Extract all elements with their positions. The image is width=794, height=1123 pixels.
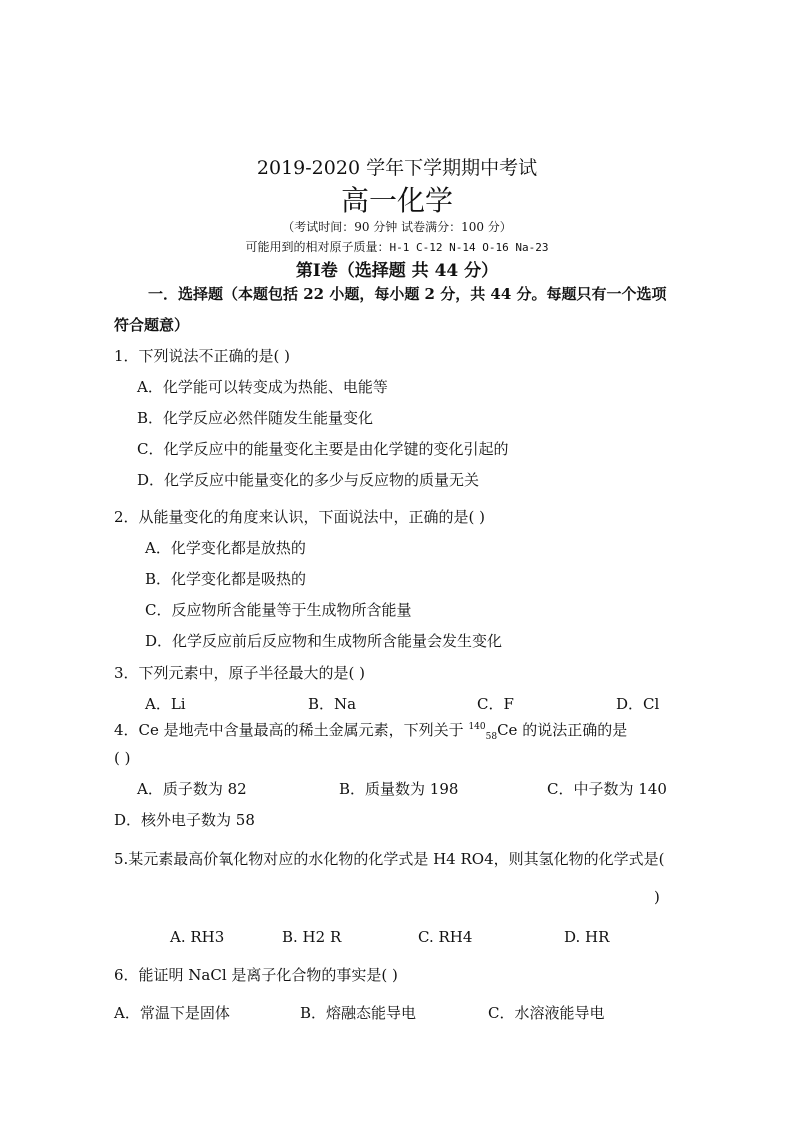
q4-mass-number: 140 [468,722,486,732]
q6-option-b: B．熔融态能导电 [300,1004,417,1022]
q2-option-d: D．化学反应前后反应物和生成物所含能量会发生变化 [145,632,503,650]
part-title: 第Ⅰ卷（选择题 共 44 分） [295,261,499,281]
question-1-stem: 1．下列说法不正确的是( ) [114,347,291,365]
atomic-masses-label: 可能用到的相对原子质量： [245,240,390,254]
q4-option-c: C．中子数为 140 [547,780,667,798]
q1-option-d: D．化学反应中能量变化的多少与反应物的质量无关 [137,471,480,489]
q4-option-d: D．核外电子数为 58 [114,811,255,829]
q5-option-d: D. HR [564,928,610,946]
q1-option-c: C．化学反应中的能量变化主要是由化学键的变化引起的 [137,440,509,458]
question-5-stem: 5.某元素最高价氧化物对应的水化物的化学式是 H4 RO4，则其氢化物的化学式是( [114,850,665,868]
q2-option-a: A．化学变化都是放热的 [145,539,306,557]
q4-stem-after: 的说法正确的是 [517,721,628,739]
question-3-stem: 3．下列元素中，原子半径最大的是( ) [114,664,366,682]
q3-option-d: D．Cl [616,695,660,713]
q4-option-a: A．质子数为 82 [137,780,247,798]
subject-title: 高一化学 [340,184,453,217]
atomic-masses [0,236,794,255]
q5-stem-close: ) [654,888,660,906]
q5-option-c: C. RH4 [418,928,473,946]
q5-option-b: B. H2 R [282,928,342,946]
q6-option-c: C．水溶液能导电 [488,1004,605,1022]
question-6-stem: 6．能证明 NaCl 是离子化合物的事实是( ) [114,966,398,984]
q4-symbol: Ce [497,721,518,739]
atomic-masses-values: H-1 C-12 N-14 O-16 Na-23 [389,241,549,254]
q4-stem-before: 4．Ce 是地壳中含量最高的稀土金属元素，下列关于 [114,721,469,739]
q3-option-a: A．Li [145,695,186,713]
q3-option-b: B．Na [308,695,357,713]
q2-option-b: B．化学变化都是吸热的 [145,570,307,588]
section-heading: 一．选择题（本题包括 22 小题，每小题 2 分，共 44 分。每题只有一个选项 [148,285,667,303]
exam-info: （考试时间：90 分钟 试卷满分：100 分） [282,220,512,234]
q4-atomic-number: 58 [485,732,498,742]
q3-option-c: C．F [477,695,514,713]
q1-option-a: A．化学能可以转变成为热能、电能等 [137,378,388,396]
q4-option-b: B．质量数为 198 [339,780,459,798]
section-heading-cont: 符合题意） [114,316,190,334]
q5-option-a: A. RH3 [170,928,225,946]
q1-option-b: B．化学反应必然伴随发生能量变化 [137,409,374,427]
q6-option-a: A．常温下是固体 [114,1004,230,1022]
question-2-stem: 2．从能量变化的角度来认识，下面说法中，正确的是( ) [114,508,486,526]
q2-option-c: C．反应物所含能量等于生成物所含能量 [145,601,412,619]
question-4-stem [114,719,627,742]
question-4-stem-cont: ( ) [114,749,131,767]
exam-title: 2019-2020 学年下学期期中考试 [256,157,538,179]
